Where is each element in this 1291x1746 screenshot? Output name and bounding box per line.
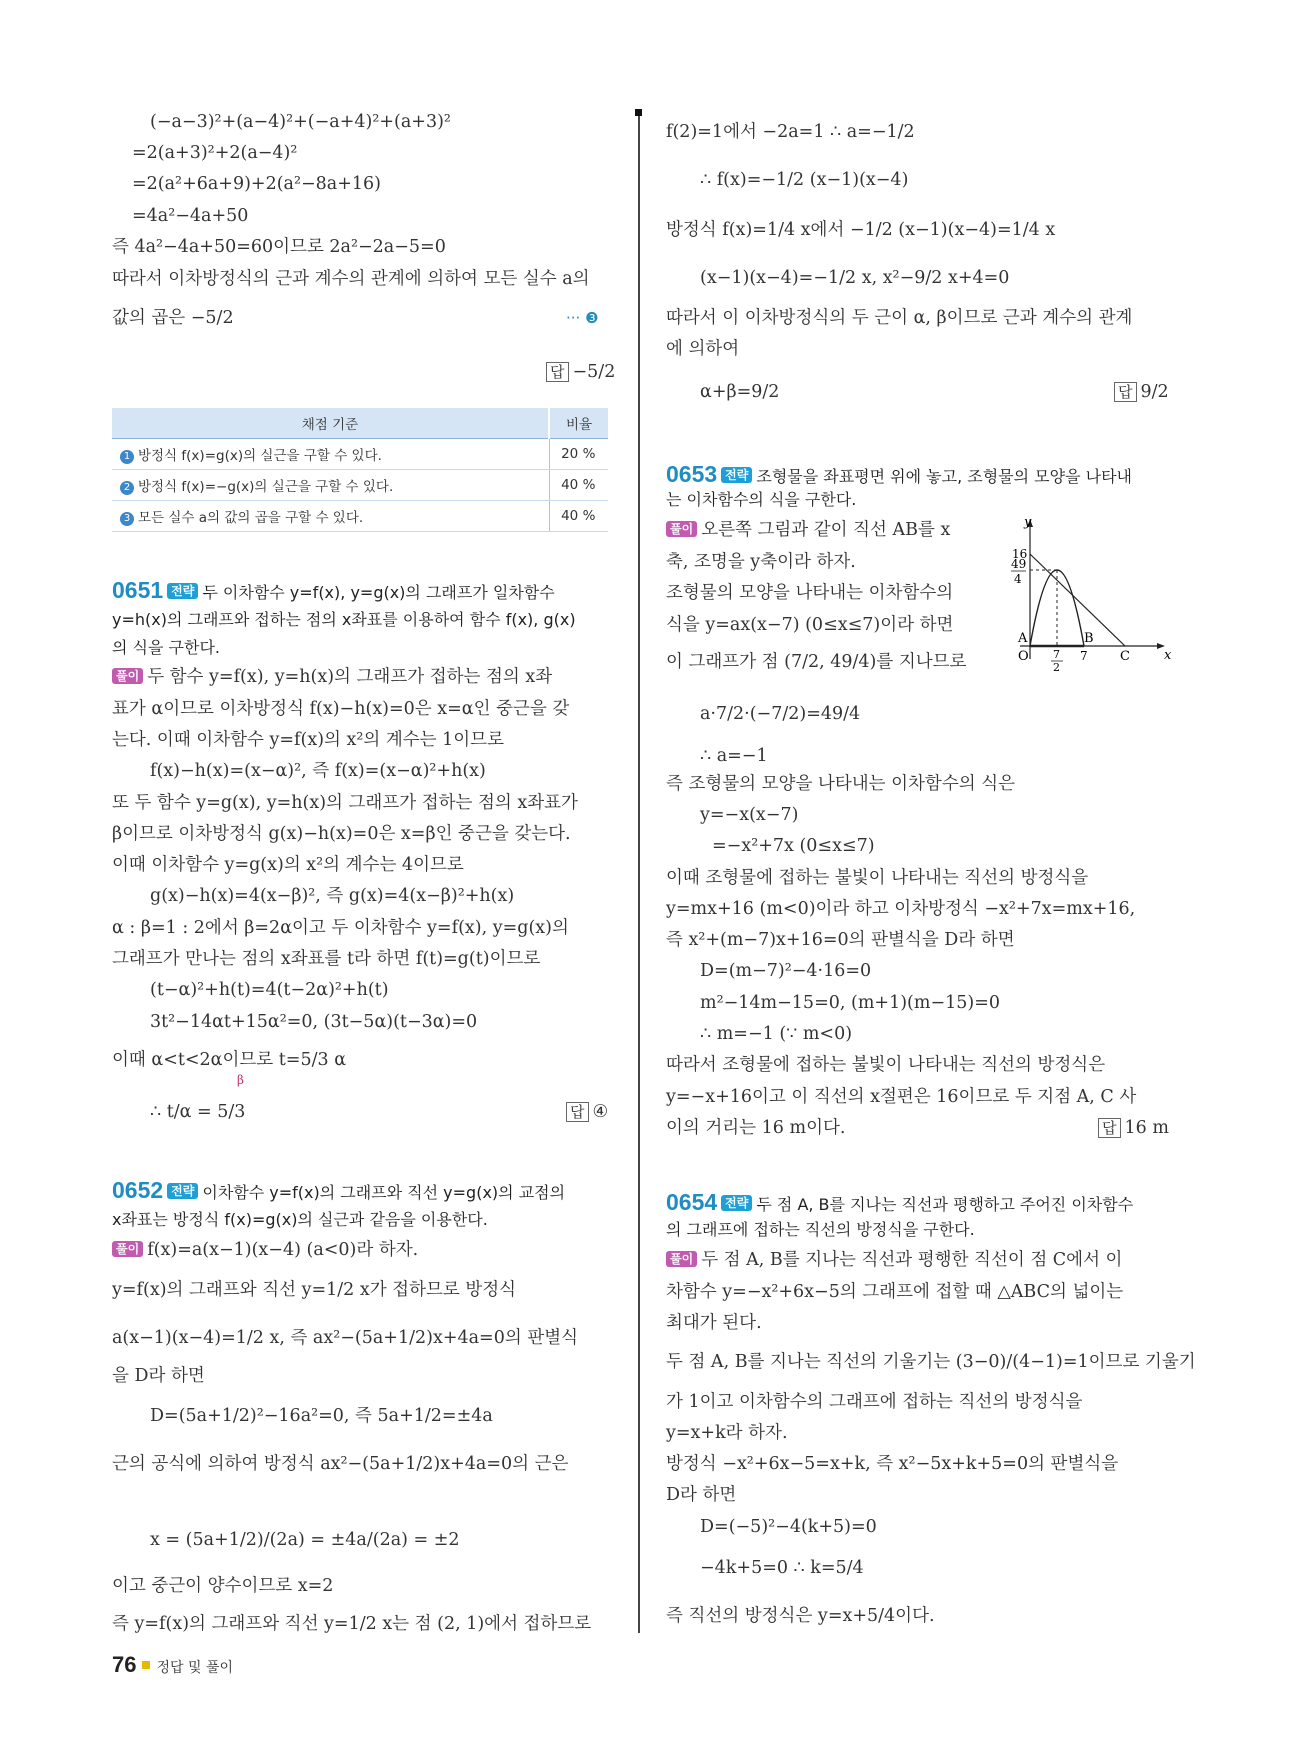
solution-line: y=−x+16이고 이 직선의 x절편은 16이므로 두 지점 A, C 사 — [666, 1087, 1137, 1107]
solution-line: D=(5a+1/2)²−16a²=0, 즉 5a+1/2=±4a — [150, 1406, 493, 1426]
strategy-text: 이차함수 y=f(x)의 그래프와 직선 y=g(x)의 교점의 — [202, 1183, 566, 1202]
solution-line: y=−x(x−7) — [700, 805, 799, 825]
strategy-text: 의 그래프에 접하는 직선의 방정식을 구한다. — [666, 1220, 975, 1239]
solution-line: D=(−5)²−4(k+5)=0 — [700, 1517, 877, 1537]
solution-tag: 풀이 — [112, 1241, 143, 1257]
point-a-label: A — [1018, 631, 1028, 646]
solution-line: x = (5a+1/2)/(2a) = ±4a/(2a) = ±2 — [150, 1530, 460, 1550]
solution-line: 즉 x²+(m−7)x+16=0의 판별식을 D라 하면 — [666, 930, 1015, 950]
table-row — [112, 439, 608, 470]
solution-line: f(x)−h(x)=(x−α)², 즉 f(x)=(x−α)²+h(x) — [150, 761, 486, 781]
solution-line: α : β=1 : 2에서 β=2α이고 두 이차함수 y=f(x), y=g(x)의 — [112, 918, 569, 938]
solution-line: a·7/2·(−7/2)=49/4 — [700, 704, 861, 724]
table-row — [112, 470, 608, 501]
y-tick-49-numerator: 49 — [1011, 557, 1027, 571]
solution-line: 따라서 조형물에 접하는 불빛이 나타내는 직선의 방정식은 — [666, 1055, 1106, 1075]
solution-line: a(x−1)(x−4)=1/2 x, 즉 ax²−(5a+1/2)x+4a=0의 판별식 — [112, 1328, 579, 1348]
answer-icon: 답 — [1098, 1118, 1121, 1138]
solution-line: 또 두 함수 y=g(x), y=h(x)의 그래프가 접하는 점의 x좌표가 — [112, 793, 578, 813]
step-number-icon: 3 — [120, 512, 134, 526]
answer-icon: 답 — [546, 362, 569, 382]
solution-line: 조형물의 모양을 나타내는 이차함수의 — [666, 583, 954, 603]
point-c-label: C — [1120, 649, 1130, 664]
answer-value: 16 m — [1124, 1118, 1169, 1138]
step-marker: ··· ❸ — [566, 309, 599, 327]
solution-line: 풀이 두 점 A, B를 지나는 직선과 평행한 직선이 점 C에서 이 — [666, 1248, 1122, 1272]
solution-line: ∴ m=−1 (∵ m<0) — [700, 1024, 853, 1044]
grading-header-criteria: 채점 기준 — [112, 408, 549, 439]
equation-line: (−a−3)²+(a−4)²+(−a+4)²+(a+3)² — [150, 112, 451, 132]
solution-line: 근의 공식에 의하여 방정식 ax²−(5a+1/2)x+4a=0의 근은 — [112, 1454, 569, 1474]
solution-line: β이므로 이차방정식 g(x)−h(x)=0은 x=β인 중근을 갖는다. — [112, 824, 571, 844]
strategy-text: 두 점 A, B를 지나는 직선과 평행하고 주어진 이차함수 — [756, 1195, 1134, 1214]
step-number-icon: 1 — [120, 450, 134, 464]
y-axis-label: y — [1024, 515, 1032, 530]
equation-line: =2(a²+6a+9)+2(a²−8a+16) — [132, 174, 381, 194]
strategy-text: 의 식을 구한다. — [112, 638, 220, 657]
solution-line: =−x²+7x (0≤x≤7) — [712, 836, 875, 856]
criterion-ratio: 40 % — [549, 470, 608, 501]
answer-line — [546, 360, 615, 384]
column-divider-marker — [635, 109, 642, 116]
solution-line: 풀이 두 함수 y=f(x), y=h(x)의 그래프가 접하는 점의 x좌 — [112, 665, 552, 689]
criterion-ratio: 20 % — [549, 439, 608, 470]
strategy-text: 조형물을 좌표평면 위에 놓고, 조형물의 모양을 나타내 — [756, 467, 1132, 486]
solution-line: 두 점 A, B를 지나는 직선의 기울기는 (3−0)/(4−1)=1이므로 기울기 — [666, 1352, 1196, 1372]
problem-number: 0651 — [112, 577, 164, 603]
solution-line: D라 하면 — [666, 1485, 737, 1505]
answer-value: −5/2 — [572, 362, 616, 382]
equation-line: =4a²−4a+50 — [132, 206, 249, 226]
grading-header-ratio: 비율 — [549, 408, 608, 439]
solution-line: 식을 y=ax(x−7) (0≤x≤7)이라 하면 — [666, 615, 954, 635]
answer-line — [566, 1100, 608, 1124]
strategy-tag: 전략 — [721, 467, 752, 483]
solution-line: 축, 조명을 y축이라 하자. — [666, 552, 856, 572]
strategy-text: 는 이차함수의 식을 구한다. — [666, 490, 857, 509]
strategy-text: x좌표는 방정식 f(x)=g(x)의 실근과 같음을 이용한다. — [112, 1210, 488, 1229]
solution-line: 는다. 이때 이차함수 y=f(x)의 x²의 계수는 1이므로 — [112, 730, 504, 750]
solution-line: y=f(x)의 그래프와 직선 y=1/2 x가 접하므로 방정식 — [112, 1280, 517, 1300]
solution-line: α+β=9/2 — [700, 382, 780, 402]
step-number-icon: 2 — [120, 481, 134, 495]
grading-table — [112, 408, 608, 532]
problem-0651-header — [112, 578, 555, 605]
solution-line: 따라서 이 이차방정식의 두 근이 α, β이므로 근과 계수의 관계 — [666, 308, 1133, 328]
answer-icon: 답 — [1114, 382, 1137, 402]
solution-line: −4k+5=0 ∴ k=5/4 — [700, 1558, 864, 1578]
page-number: 76 — [112, 1652, 137, 1677]
criterion-text: 방정식 f(x)=−g(x)의 실근을 구할 수 있다. — [138, 479, 394, 495]
problem-0654-header — [666, 1190, 1133, 1217]
y-tick-49-denominator: 4 — [1014, 572, 1022, 586]
solution-line: 3t²−14αt+15α²=0, (3t−5α)(t−3α)=0 — [150, 1012, 478, 1032]
footer-title: 정답 및 풀이 — [156, 1660, 234, 1676]
parabola-diagram — [1000, 514, 1170, 674]
solution-line: 즉 y=f(x)의 그래프와 직선 y=1/2 x는 점 (2, 1)에서 접하므로 — [112, 1614, 592, 1634]
solution-line: 이때 이차함수 y=g(x)의 x²의 계수는 4이므로 — [112, 855, 464, 875]
criterion-text: 방정식 f(x)=g(x)의 실근을 구할 수 있다. — [138, 448, 382, 464]
answer-line — [1114, 380, 1169, 404]
criterion-ratio: 40 % — [549, 501, 608, 532]
column-divider — [638, 113, 640, 1633]
footer-square-icon — [142, 1661, 150, 1669]
solution-line: 이때 조형물에 접하는 불빛이 나타내는 직선의 방정식을 — [666, 868, 1089, 888]
strategy-text: y=h(x)의 그래프와 접하는 점의 x좌표를 이용하여 함수 f(x), g(x) — [112, 610, 576, 629]
solution-tag: 풀이 — [666, 521, 697, 537]
solution-line: 이때 α<t<2α이므로 t=5/3 α — [112, 1050, 347, 1070]
solution-line: f(2)=1에서 −2a=1 ∴ a=−1/2 — [666, 122, 915, 142]
strategy-tag: 전략 — [721, 1195, 752, 1211]
y-tick-16: 16 — [1012, 547, 1028, 561]
solution-line: 차함수 y=−x²+6x−5의 그래프에 접할 때 △ABC의 넓이는 — [666, 1282, 1124, 1302]
solution-line: 즉 조형물의 모양을 나타내는 이차함수의 식은 — [666, 774, 1016, 794]
solution-line: m²−14m−15=0, (m+1)(m−15)=0 — [700, 993, 1001, 1013]
x-tick-7-2-numerator: 7 — [1053, 648, 1060, 661]
answer-line — [1098, 1116, 1169, 1140]
solution-line: 이고 중근이 양수이므로 x=2 — [112, 1576, 334, 1596]
answer-value: ④ — [592, 1102, 609, 1122]
text-line: 따라서 이차방정식의 근과 계수의 관계에 의하여 모든 실수 a의 — [112, 269, 590, 289]
table-row — [112, 501, 608, 532]
solution-tag: 풀이 — [112, 668, 143, 684]
x-axis-label: x — [1164, 648, 1172, 663]
x-tick-7-2-denominator: 2 — [1053, 661, 1060, 674]
x-tick-7: 7 — [1080, 649, 1088, 663]
solution-line: 최대가 된다. — [666, 1313, 762, 1333]
solution-line: g(x)−h(x)=4(x−β)², 즉 g(x)=4(x−β)²+h(x) — [150, 886, 515, 906]
text-line: 값의 곱은 −5/2 — [112, 308, 234, 328]
solution-line: 풀이 오른쪽 그림과 같이 직선 AB를 x — [666, 518, 950, 542]
solution-line: 표가 α이므로 이차방정식 f(x)−h(x)=0은 x=α인 중근을 갖 — [112, 699, 570, 719]
problem-0652-header — [112, 1178, 565, 1205]
problem-number: 0654 — [666, 1189, 718, 1215]
solution-line: 에 의하여 — [666, 339, 740, 359]
solution-line: y=x+k라 하자. — [666, 1423, 788, 1443]
strategy-text: 두 이차함수 y=f(x), y=g(x)의 그래프가 일차함수 — [202, 583, 555, 602]
solution-line: 풀이 f(x)=a(x−1)(x−4) (a<0)라 하자. — [112, 1238, 418, 1262]
solution-line: 방정식 f(x)=1/4 x에서 −1/2 (x−1)(x−4)=1/4 x — [666, 220, 1056, 240]
handwritten-note: β — [237, 1073, 244, 1087]
solution-line: 을 D라 하면 — [112, 1366, 205, 1386]
solution-line: ∴ t/α = 5/3 — [150, 1102, 246, 1122]
solution-tag: 풀이 — [666, 1251, 697, 1267]
solution-line: 이 그래프가 점 (7/2, 49/4)를 지나므로 — [666, 652, 967, 672]
page-footer — [112, 1652, 233, 1678]
solution-line: y=mx+16 (m<0)이라 하고 이차방정식 −x²+7x=mx+16, — [666, 899, 1136, 919]
text-line: 즉 4a²−4a+50=60이므로 2a²−2a−5=0 — [112, 237, 446, 257]
strategy-tag: 전략 — [167, 1183, 198, 1199]
solution-line: ∴ f(x)=−1/2 (x−1)(x−4) — [700, 170, 909, 190]
problem-0653-header — [666, 462, 1132, 489]
strategy-tag: 전략 — [167, 583, 198, 599]
solution-line: (x−1)(x−4)=−1/2 x, x²−9/2 x+4=0 — [700, 268, 1010, 288]
answer-icon: 답 — [566, 1102, 589, 1122]
solution-line: 방정식 −x²+6x−5=x+k, 즉 x²−5x+k+5=0의 판별식을 — [666, 1454, 1119, 1474]
solution-line: 이의 거리는 16 m이다. — [666, 1118, 846, 1138]
criterion-text: 모든 실수 a의 값의 곱을 구할 수 있다. — [138, 510, 364, 526]
solution-line: 즉 직선의 방정식은 y=x+5/4이다. — [666, 1606, 935, 1626]
solution-line: 가 1이고 이차함수의 그래프에 접하는 직선의 방정식을 — [666, 1392, 1083, 1412]
point-b-label: B — [1084, 631, 1094, 646]
solution-line: ∴ a=−1 — [700, 746, 768, 766]
solution-line: 그래프가 만나는 점의 x좌표를 t라 하면 f(t)=g(t)이므로 — [112, 949, 541, 969]
answer-value: 9/2 — [1140, 382, 1169, 402]
equation-line: =2(a+3)²+2(a−4)² — [132, 143, 298, 163]
solution-line: (t−α)²+h(t)=4(t−2α)²+h(t) — [150, 980, 389, 1000]
problem-number: 0653 — [666, 461, 718, 487]
problem-number: 0652 — [112, 1177, 164, 1203]
origin-label: O — [1018, 649, 1029, 664]
tangent-line — [1030, 554, 1125, 646]
solution-line: D=(m−7)²−4·16=0 — [700, 961, 872, 981]
